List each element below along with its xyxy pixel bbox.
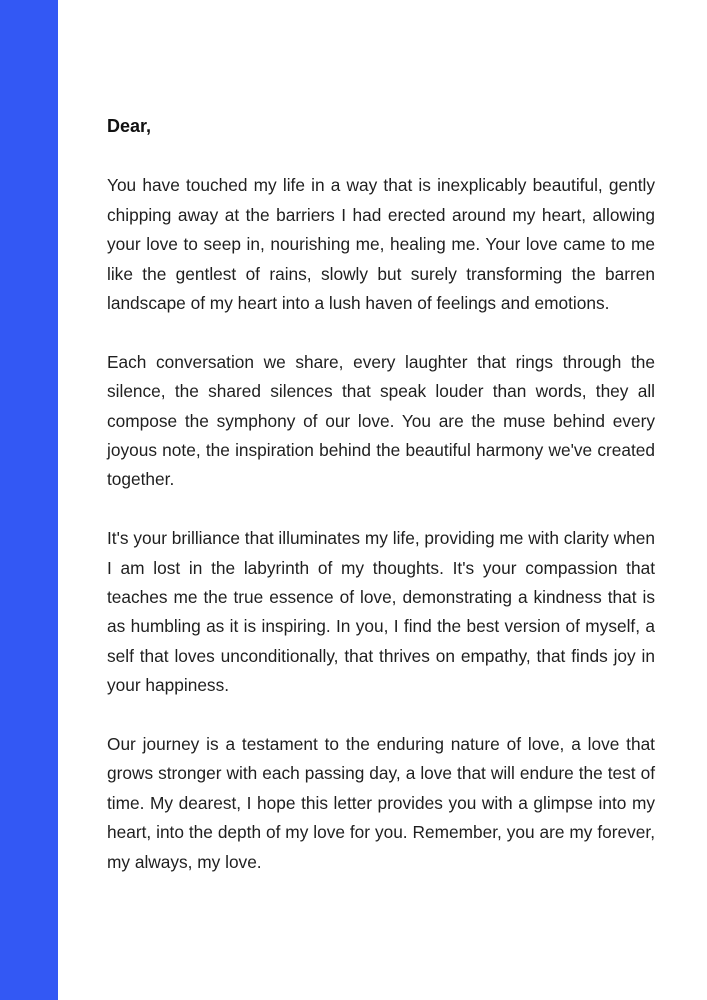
letter-paragraph-3: It's your brilliance that illuminates my life, providing me with clarity when I am lost in the labyrinth of my thoughts. It's your compassion that teaches me the true essence of love, demonstrating a kindness that is as humbling as it is inspiring. In you, I find the best version of myself, a self that loves unconditionally, that thrives on empathy, that finds joy in your happiness. [107,528,655,696]
letter-body [107,112,655,877]
letter-greeting: Dear, [107,116,152,136]
letter-paragraph-1: You have touched my life in a way that is inexplicably beautiful, gently chipping away at the barriers I had erected around my heart, allowing your love to seep in, nourishing me, healing me. Your love came to me like the gentlest of rains, slowly but surely transforming the barren landscape of my heart into a lush haven of feelings and emotions. [107,175,655,314]
accent-side-bar [0,0,58,1000]
letter-paragraph-2: Each conversation we share, every laughter that rings through the silence, the shared silences that speak louder than words, they all compose the symphony of our love. You are the muse behind every joyous note, the inspiration behind the beautiful harmony we've created together. [107,351,655,490]
letter-paragraph-4: Our journey is a testament to the enduring nature of love, a love that grows stronger with each passing day, a love that will endure the test of time. My dearest, I hope this letter provides you with a glimpse into my heart, into the depth of my love for you. Remember, you are my forever, my always, my love. [107,734,655,872]
